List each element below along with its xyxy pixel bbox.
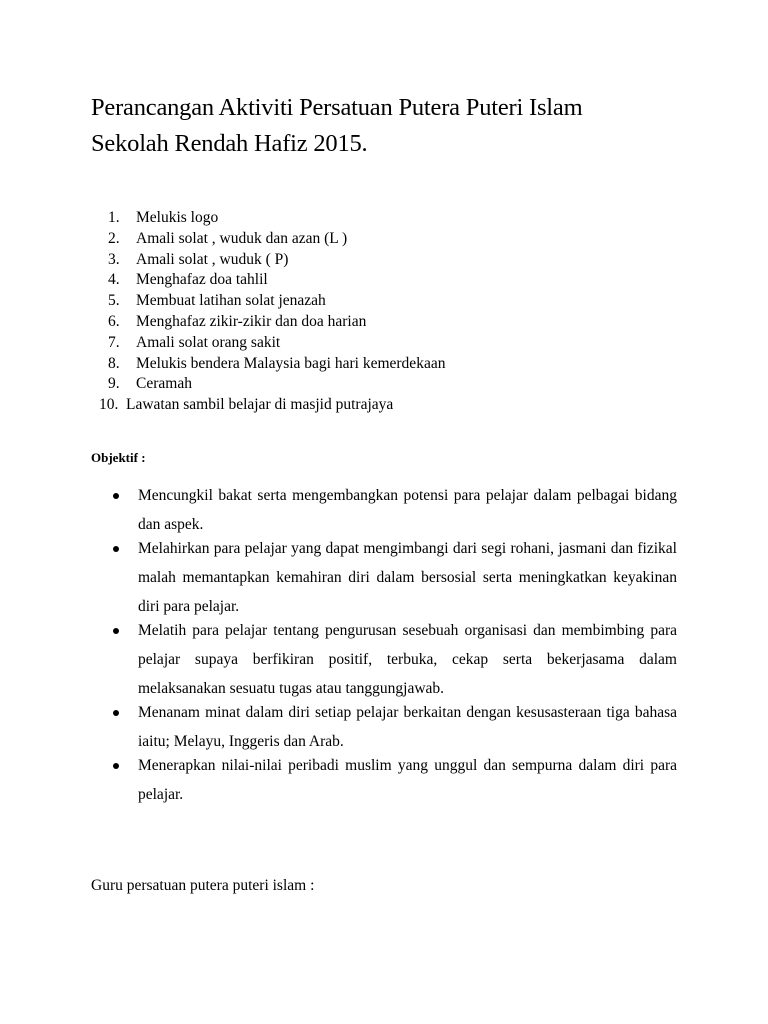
guru-label: Guru persatuan putera puteri islam : (91, 877, 315, 894)
activity-text: Menghafaz zikir-zikir dan doa harian (136, 312, 367, 330)
activity-number: 9. (108, 375, 120, 393)
activity-item (108, 270, 445, 291)
activity-number: 4. (108, 271, 120, 289)
activity-text: Melukis logo (136, 209, 219, 226)
activity-number: 6. (108, 312, 120, 330)
activity-item (99, 395, 445, 416)
title-line: Sekolah Rendah Hafiz 2015. (91, 130, 368, 157)
activity-text: Amali solat , wuduk ( P) (136, 250, 289, 268)
activity-item (108, 333, 445, 354)
activity-text: Lawatan sambil belajar di masjid putrajaya (126, 396, 394, 414)
objective-text: Melatih para pelajar tentang pengurusan sesebuah organisasi dan membimbing para pelajar supaya berfikiran positif, terbuka, cekap serta bekerjasama dalam melaksanakan sesuatu tugas atau tanggungjawab. (138, 622, 677, 698)
activity-item (108, 374, 445, 395)
bullet-icon (113, 763, 119, 769)
title-line: Perancangan Aktiviti Persatuan Putera Puteri Islam (91, 94, 583, 121)
objective-text: Menanam minat dalam diri setiap pelajar berkaitan dengan kesusasteraan tiga bahasa iaitu; Melayu, Inggeris dan Arab. (138, 704, 677, 751)
objective-item (113, 616, 677, 704)
activity-text: Amali solat orang sakit (136, 333, 281, 351)
activity-item (108, 291, 445, 312)
activity-list (99, 208, 446, 416)
objective-item (113, 534, 677, 622)
activity-item (108, 250, 445, 271)
bullet-icon (113, 493, 119, 499)
activity-text: Amali solat , wuduk dan azan (L ) (136, 229, 348, 247)
document-title (91, 90, 711, 162)
activity-number: 2. (108, 229, 120, 247)
activity-item (108, 229, 445, 250)
objective-list (113, 481, 677, 804)
activity-text: Membuat latihan solat jenazah (136, 292, 326, 310)
bullet-icon (113, 710, 119, 716)
objektif-heading: Objektif : (91, 450, 146, 465)
activity-number: 8. (108, 354, 120, 372)
activity-item (108, 208, 445, 229)
activity-number: 10. (99, 396, 119, 414)
activity-text: Melukis bendera Malaysia bagi hari kemerdekaan (136, 354, 446, 372)
bullet-icon (113, 628, 119, 634)
activity-number: 1. (108, 209, 120, 226)
objective-item (113, 698, 677, 756)
objective-text: Menerapkan nilai-nilai peribadi muslim yang unggul dan sempurna dalam diri para pelajar. (138, 757, 677, 804)
activity-text: Ceramah (136, 375, 192, 393)
objective-item (113, 751, 677, 809)
objective-item (113, 481, 677, 539)
activity-item (108, 312, 445, 333)
activity-number: 5. (108, 292, 120, 310)
objective-text: Melahirkan para pelajar yang dapat mengimbangi dari segi rohani, jasmani dan fizikal malah memantapkan kemahiran diri dalam bersosial serta meningkatkan keyakinan diri para pelajar. (138, 539, 677, 616)
objective-text: Mencungkil bakat serta mengembangkan potensi para pelajar dalam pelbagai bidang dan aspek. (138, 487, 677, 534)
activity-item (108, 354, 445, 375)
activity-number: 7. (108, 333, 120, 351)
activity-text: Menghafaz doa tahlil (136, 271, 268, 289)
activity-number: 3. (108, 250, 120, 268)
bullet-icon (113, 546, 119, 552)
